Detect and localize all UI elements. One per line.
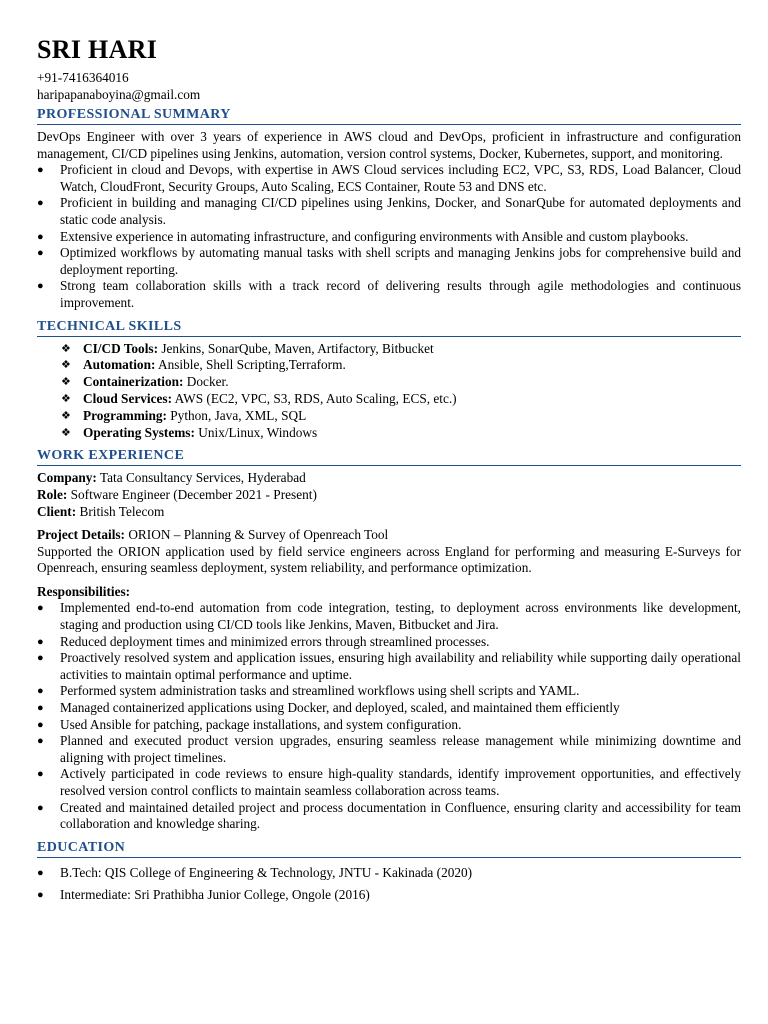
list-item: ● Proficient in building and managing CI/CD pipelines using Jenkins, Docker, and SonarQube for automated deployments and static code analysis. — [37, 195, 741, 227]
education-list — [37, 862, 741, 906]
skills-list — [37, 341, 741, 442]
list-item: ● Proactively resolved system and application issues, ensuring high availability and reliability while supporting daily operational activities to maintain optimal performance and uptime. — [37, 650, 741, 682]
bullet-icon: ● — [37, 247, 44, 260]
skills-heading: TECHNICAL SKILLS — [37, 318, 741, 337]
bullet-icon: ● — [37, 164, 44, 177]
list-item: ● Managed containerized applications using Docker, and deployed, scaled, and maintained them efficiently — [37, 700, 620, 716]
skill-item: ❖ Containerization: Docker. — [61, 374, 229, 390]
list-item: ● Strong team collaboration skills with a track record of delivering results through agile methodologies and continuous improvement. — [37, 278, 741, 310]
list-item: ● Used Ansible for patching, package installations, and system configuration. — [37, 716, 462, 732]
education-section — [37, 839, 741, 906]
email-address: haripapanaboyina@gmail.com — [37, 87, 201, 102]
diamond-bullet-icon: ❖ — [61, 392, 71, 405]
bullet-icon: ● — [37, 635, 44, 648]
diamond-bullet-icon: ❖ — [61, 409, 71, 422]
list-item: ● Created and maintained detailed project and process documentation in Confluence, ensuring clarity and accessibility for team collaboration and knowledge sharing. — [37, 799, 741, 832]
list-item: ● Planned and executed product version upgrades, ensuring seamless release management while minimizing downtime and aligning with project timelines. — [37, 733, 741, 765]
summary-bullet-list — [37, 162, 741, 311]
skill-item: ❖ Operating Systems: Unix/Linux, Windows — [61, 424, 318, 440]
bullet-icon: ● — [37, 735, 44, 748]
responsibilities-label: Responsibilities: — [37, 583, 131, 599]
list-item: ● Actively participated in code reviews to ensure high-quality standards, identify improvement opportunities, and effectively resolved version control conflicts to maintain seamless collaboration across teams. — [37, 766, 741, 798]
diamond-bullet-icon: ❖ — [61, 359, 71, 372]
role-line: Role: Software Engineer (December 2021 - Present) — [37, 486, 317, 502]
summary-intro: DevOps Engineer with over 3 years of experience in AWS cloud and DevOps, proficient in infrastructure and configuration management, CI/CD pipelines using Jenkins, automation, version control systems, Docker, Kubernetes, support, and monitoring. — [37, 129, 741, 161]
bullet-icon: ● — [37, 702, 44, 715]
list-item: ● Intermediate: Sri Prathibha Junior College, Ongole (2016) — [37, 884, 741, 906]
experience-heading: WORK EXPERIENCE — [37, 447, 741, 466]
skill-item: ❖ CI/CD Tools: Jenkins, SonarQube, Maven, Artifactory, Bitbucket — [61, 340, 434, 356]
diamond-bullet-icon: ❖ — [61, 376, 71, 389]
experience-section — [37, 447, 741, 832]
summary-heading: PROFESSIONAL SUMMARY — [37, 106, 741, 125]
list-item: ● Proficient in cloud and Devops, with expertise in AWS Cloud services including EC2, VPC, S3, RDS, Load Balancer, Cloud Watch, CloudFront, Security Groups, Auto Scaling, ECS Container, Route 53 and DNS etc. — [37, 162, 741, 194]
list-item: ● Extensive experience in automating infrastructure, and configuring environments with Ansible and custom playbooks. — [37, 228, 689, 244]
skill-item: ❖ Automation: Ansible, Shell Scripting,Terraform. — [61, 357, 346, 373]
list-item: ● Reduced deployment times and minimized errors through streamlined processes. — [37, 633, 490, 649]
bullet-icon: ● — [37, 602, 44, 615]
skills-section — [37, 318, 741, 442]
skill-item: ❖ Cloud Services: AWS (EC2, VPC, S3, RDS, Auto Scaling, ECS, etc.) — [61, 390, 457, 406]
bullet-icon: ● — [37, 866, 44, 879]
bullet-icon: ● — [37, 652, 44, 665]
bullet-icon: ● — [37, 280, 44, 293]
bullet-icon: ● — [37, 230, 44, 243]
bullet-icon: ● — [37, 685, 44, 698]
bullet-icon: ● — [37, 888, 44, 901]
phone-number: +91-7416364016 — [37, 70, 129, 85]
client-line: Client: British Telecom — [37, 503, 165, 519]
responsibilities-list — [37, 600, 741, 832]
bullet-icon: ● — [37, 718, 44, 731]
list-item: ● B.Tech: QIS College of Engineering & Technology, JNTU - Kakinada (2020) — [37, 862, 741, 884]
bullet-icon: ● — [37, 768, 44, 781]
list-item: ● Optimized workflows by automating manual tasks with shell scripts and managing Jenkins jobs for comprehensive build and deployment reporting. — [37, 245, 741, 277]
diamond-bullet-icon: ❖ — [61, 342, 71, 355]
bullet-icon: ● — [37, 197, 44, 210]
education-heading: EDUCATION — [37, 839, 741, 858]
skill-item: ❖ Programming: Python, Java, XML, SQL — [61, 407, 307, 423]
list-item: ● Performed system administration tasks and streamlined workflows using shell scripts and YAML. — [37, 683, 580, 699]
summary-section — [37, 106, 741, 312]
project-description: Supported the ORION application used by field service engineers across England for performing and measuring E-Surveys for Openreach, ensuring seamless deployment, system reliability, and performance optimization. — [37, 543, 741, 576]
diamond-bullet-icon: ❖ — [61, 426, 71, 439]
project-line: Project Details: ORION – Planning & Survey of Openreach Tool — [37, 527, 389, 543]
candidate-name: SRI HARI — [37, 35, 158, 64]
resume-page — [37, 36, 741, 906]
bullet-icon: ● — [37, 801, 44, 814]
company-line: Company: Tata Consultancy Services, Hyderabad — [37, 470, 306, 486]
list-item: ● Implemented end-to-end automation from code integration, testing, to deployment across environments like development, staging and production using CI/CD tools like Jenkins, Maven, Bitbucket and Jira. — [37, 600, 741, 633]
